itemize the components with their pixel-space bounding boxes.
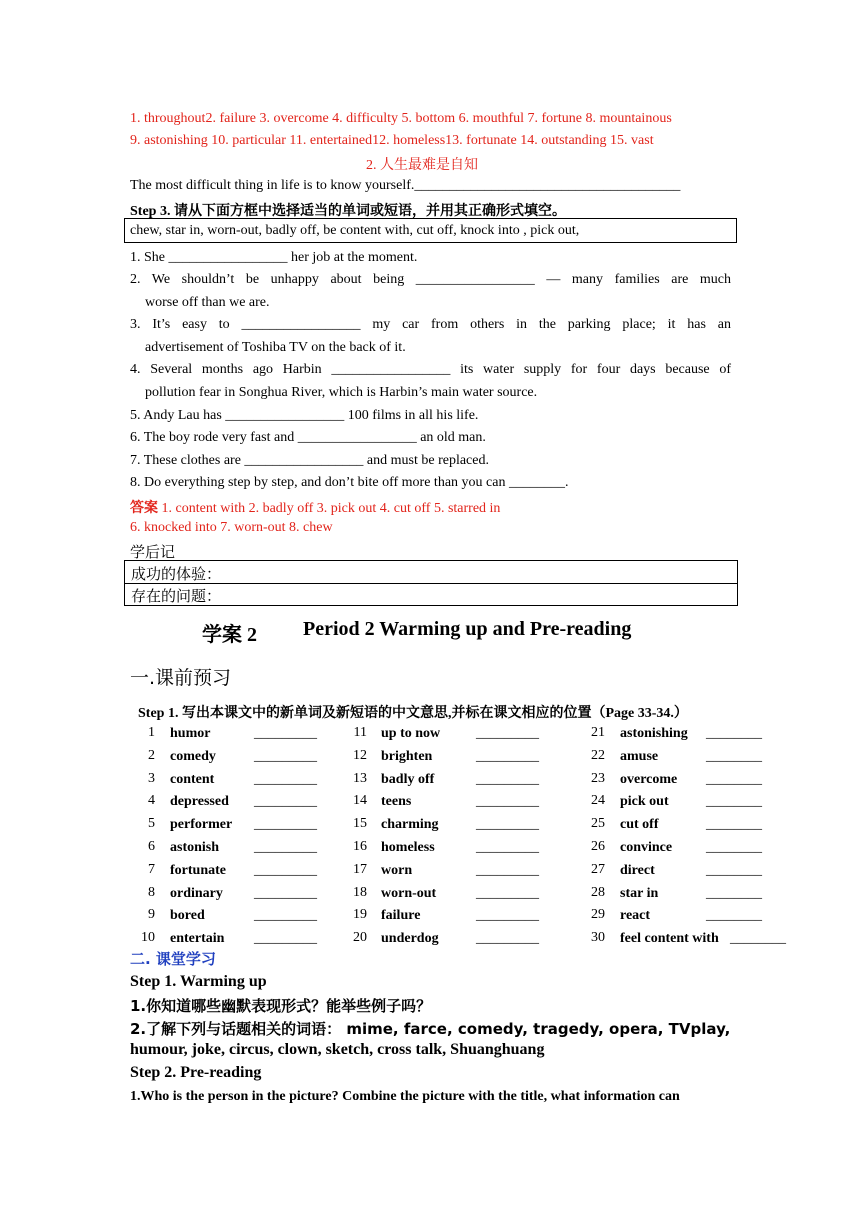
answer-label: 答案 [130, 500, 158, 516]
vocab-blank: _________ [476, 771, 539, 787]
pre-reading-title: Step 2. Pre-reading [130, 1064, 262, 1081]
vocab-word: badly off [381, 771, 435, 787]
vocab-blank: _________ [476, 862, 539, 878]
vocab-number: 14 [353, 793, 367, 809]
vocab-number: 4 [148, 793, 155, 809]
vocab-number: 7 [148, 861, 155, 877]
vocab-blank: _________ [476, 908, 539, 924]
step3-answers-a [130, 497, 500, 517]
vocab-word: worn-out [381, 885, 437, 901]
vocab-word: failure [381, 908, 421, 924]
vocab-number: 12 [353, 747, 367, 763]
vocab-blank: ________ [706, 817, 762, 833]
vocab-word: ordinary [170, 885, 223, 901]
step3-answers-b: 6. knocked into 7. worn-out 8. chew [130, 520, 333, 535]
vocab-number: 21 [591, 725, 605, 740]
vocab-blank: _________ [254, 771, 317, 787]
question-2: 2. We shouldn’t be unhappy about being _________________ — many families are much [130, 272, 731, 287]
vocab-blank: _________ [254, 794, 317, 810]
vocab-word: up to now [381, 726, 441, 741]
translate-item: 2. 人生最难是自知 [366, 158, 478, 173]
vocab-blank: _________ [476, 840, 539, 855]
word-box [124, 218, 737, 243]
vocab-blank: _________ [476, 794, 539, 810]
vocab-blank: _________ [476, 817, 539, 833]
vocab-blank: ________ [706, 794, 762, 810]
vocab-number: 22 [591, 747, 605, 763]
notes-divider [125, 583, 737, 584]
question-8: 8. Do everything step by step, and don’t bite off more than you can ________. [130, 475, 569, 490]
question-5: 5. Andy Lau has _________________ 100 films in all his life. [130, 408, 479, 423]
vocab-number: 16 [353, 839, 367, 854]
vocab-word: depressed [170, 794, 229, 810]
vocab-blank: _________ [254, 840, 317, 855]
vocab-number: 2 [148, 747, 155, 763]
vocab-blank: _________ [476, 726, 539, 741]
vocab-word: react [620, 908, 651, 924]
section-classroom-title: 二. 课堂学习 [130, 950, 216, 968]
notes-table [124, 560, 738, 606]
vocab-blank: ________ [706, 862, 762, 878]
question-3-cont: advertisement of Toshiba TV on the back of it. [145, 340, 406, 355]
vocab-number: 20 [353, 930, 367, 946]
vocab-blank: _________ [254, 726, 317, 741]
vocab-number: 30 [591, 930, 605, 946]
vocab-number: 15 [353, 816, 367, 832]
vocab-word: comedy [170, 748, 216, 764]
step2-answers-line1: 1. throughout2. failure 3. overcome 4. difficulty 5. bottom 6. mouthful 7. fortune 8. mountainous [130, 111, 672, 126]
warming-up-q2-cont: humour, joke, circus, clown, sketch, cross talk, Shuanghuang [130, 1041, 545, 1058]
vocab-word: charming [381, 817, 439, 833]
vocab-number: 17 [353, 861, 367, 877]
question-1: 1. She _________________ her job at the moment. [130, 250, 418, 265]
vocab-word: star in [620, 885, 659, 901]
vocab-number: 9 [148, 907, 155, 923]
vocab-word: homeless [381, 840, 435, 855]
pre-reading-q1: 1.Who is the person in the picture? Combine the picture with the title, what information can [130, 1089, 680, 1104]
vocab-word: astonishing [620, 726, 688, 741]
vocab-number: 19 [353, 907, 367, 923]
vocab-blank: _________ [476, 931, 539, 947]
vocab-blank: _________ [254, 862, 317, 878]
question-4: 4. Several months ago Harbin _________________ its water supply for four days because of [130, 362, 731, 377]
vocab-word: brighten [381, 748, 433, 764]
vocab-number: 18 [353, 884, 367, 900]
step2-answers-line2: 9. astonishing 10. particular 11. entertained12. homeless13. fortunate 14. outstanding 15. vast [130, 133, 654, 148]
vocab-number: 5 [148, 816, 155, 832]
plan2-heading-left: 学案 2 [202, 624, 257, 646]
vocab-word: content [170, 771, 215, 787]
vocab-blank: _________ [254, 885, 317, 901]
vocab-word: astonish [170, 840, 220, 855]
vocab-blank: _________ [476, 885, 539, 901]
vocab-word: feel content with [620, 931, 719, 947]
vocab-blank: ________ [706, 908, 762, 924]
vocab-word: cut off [620, 817, 659, 833]
word-box-text: chew, star in, worn-out, badly off, be content with, cut off, knock into , pick out, [130, 223, 580, 238]
vocab-blank: ________ [706, 726, 762, 741]
vocab-word: fortunate [170, 862, 226, 878]
question-4-cont: pollution fear in Songhua River, which is Harbin’s main water source. [145, 385, 538, 400]
vocab-number: 27 [591, 861, 605, 877]
vocab-word: amuse [620, 748, 659, 764]
vocab-number: 28 [591, 884, 605, 900]
vocab-number: 24 [591, 793, 605, 809]
vocab-blank: _________ [254, 908, 317, 924]
vocab-blank: _________ [254, 748, 317, 764]
vocab-number: 29 [591, 907, 605, 923]
question-2-cont: worse off than we are. [145, 295, 270, 310]
vocab-word: performer [170, 817, 233, 833]
vocab-number: 1 [148, 725, 155, 740]
warming-up-q1: 1.你知道哪些幽默表现形式？能举些例子吗？ [130, 997, 432, 1015]
vocab-blank: ________ [730, 931, 786, 947]
vocab-number: 13 [353, 770, 367, 786]
notes-problem: 存在的问题： [131, 587, 222, 605]
vocab-word: underdog [381, 931, 439, 947]
question-7: 7. These clothes are _________________ and must be replaced. [130, 453, 489, 468]
warming-up-q2 [130, 1018, 730, 1039]
vocab-blank: _________ [254, 931, 317, 947]
plan2-heading-right: Period 2 Warming up and Pre-reading [303, 618, 632, 640]
vocab-step1-title: Step 1. 写出本课文中的新单词及新短语的中文意思,并标在课文相应的位置（Page 33-34.） [138, 706, 688, 721]
warming-up-q2-text: 2.了解下列与话题相关的词语： mime, farce, comedy, tragedy, opera, TVplay, [130, 1020, 731, 1038]
vocab-blank: ________ [706, 771, 762, 787]
vocab-word: pick out [620, 794, 669, 810]
vocab-word: entertain [170, 931, 225, 947]
notes-success: 成功的体验： [131, 565, 222, 583]
question-6: 6. The boy rode very fast and _________________ an old man. [130, 430, 486, 445]
translate-answer: The most difficult thing in life is to know yourself.______________________________________ [130, 178, 681, 193]
vocab-number: 11 [353, 725, 367, 740]
vocab-number: 25 [591, 816, 605, 832]
answers-part-a: 1. content with 2. badly off 3. pick out 4. cut off 5. starred in [158, 501, 501, 516]
vocab-blank: ________ [706, 885, 762, 901]
vocab-blank: _________ [254, 817, 317, 833]
vocab-number: 10 [141, 930, 155, 946]
section-preview-title: 一.课前预习 [130, 667, 232, 689]
vocab-number: 23 [591, 770, 605, 786]
vocab-word: overcome [620, 771, 678, 787]
vocab-word: humor [170, 726, 211, 741]
vocab-word: worn [381, 862, 413, 878]
vocab-word: teens [381, 794, 412, 810]
vocab-word: convince [620, 840, 673, 855]
vocab-blank: _________ [476, 748, 539, 764]
notes-title: 学后记 [130, 543, 176, 561]
warming-up-title: Step 1. Warming up [130, 973, 267, 990]
vocab-number: 26 [591, 839, 605, 854]
vocab-blank: ________ [706, 748, 762, 764]
vocab-blank: ________ [706, 840, 762, 855]
vocab-word: direct [620, 862, 655, 878]
step3-title: Step 3. 请从下面方框中选择适当的单词或短语，并用其正确形式填空。 [130, 204, 566, 219]
vocab-number: 3 [148, 770, 155, 786]
vocab-number: 6 [148, 839, 155, 854]
question-3: 3. It’s easy to _________________ my car from others in the parking place; it has an [130, 317, 731, 332]
vocab-number: 8 [148, 884, 155, 900]
vocab-word: bored [170, 908, 205, 924]
